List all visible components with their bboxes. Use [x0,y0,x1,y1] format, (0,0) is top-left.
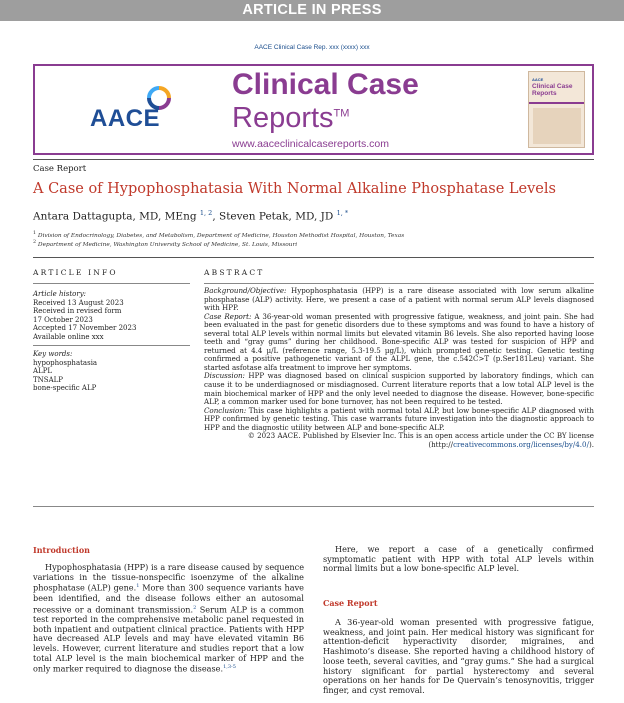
citation-ref[interactable]: 2 [193,604,197,611]
keywords-label: Key words: [33,350,73,358]
abstract-case-report: Case Report: A 36-year-old woman presented with progressive fatigue, weakness, and joint pain. She had been evaluated in the past for genetic disorders due to these symptoms and was found to have a history of several total ALP levels within normal limits but elevated vitamin B6 levels. She also reported having loose teeth and “gray gums” during her childhood. Bone-specific ALP was tested for suspicion of HPP and returned at 4.4 µ/L (reference range, 5.3-19.5 µg/L), which prompted genetic testing. Genetic testing confirmed a positive pathogenetic variant of the ALPL gene, the c.542C>T (p.Ser181Leu) variant. She started asfotase alfa treatment to improve her symptoms. [204,311,594,372]
accepted-date: Accepted 17 November 2023 [33,324,137,333]
article-in-press-banner: ARTICLE IN PRESS [0,0,624,21]
abstract-discussion: Discussion: HPP was diagnosed based on clinical suspicion supported by laboratory findings, which can cause it to be underdiagnosed or misdiagnosed. Current literature reports that a low total ALP level is the main biochemical marker of HPP and the only level needed to diagnose the disease. However, bone-specific ALP, a common marker used for bone turnover, has not been required to be tested. [204,371,594,407]
info-divider [33,283,190,284]
aace-logo-text: AACE [90,105,161,132]
case-report-heading: Case Report [323,598,378,608]
trademark: TM [333,107,350,120]
revised-date: 17 October 2023 [33,315,93,324]
journal-url-link[interactable]: www.aaceclinicalcasereports.com [232,138,389,150]
header-divider [33,159,594,160]
keyword: bone-specific ALP [33,384,97,393]
journal-name-line2: Reports™ [232,102,350,134]
abstract-body [204,287,594,502]
cover-title: Clinical Case Reports [532,83,573,97]
article-info-heading: ARTICLE INFO [33,268,118,277]
keyword: hypophosphatasia [33,358,98,367]
abstract-bottom-divider [33,506,594,507]
author-name[interactable]: Antara Dattagupta, MD, MEng [33,210,197,223]
license-link[interactable]: creativecommons.org/licenses/by/4.0/ [453,439,589,449]
abstract-background: Background/Objective: Hypophosphatasia (HPP) is a rare disease associated with low serum alkaline phosphatase (ALP) activity. Here, we present a case of a patient with normal serum ALP levels diagnosed with HPP. [204,286,595,313]
abstract-conclusion: Conclusion: This case highlights a patient with normal total ALP, but low bone-specific ALP diagnosed with HPP confirmed by genetic testing. This case warrants future investigation into the diagnostic approach to HPP and the diagnostic utility between ALP and bone-specific ALP. [204,405,594,432]
introduction-text: Hypophosphatasia (HPP) is a rare disease caused by sequence variations in the tissue-nonspecific isoenzyme of the alkaline phosphatase (ALP) gene.$^1$ More than 300 sequence variants have been identified, and the disease follows either an autosomal recessive or a dominant transmission.$^2$ Serum ALP is a common test reported in the comprehensive metabolic panel requested in both inpatient and outpatient clinical practice. Patients with HPP have decreased ALP levels and may have elevated vitamin B6 levels. However, current literature and studies report that a low total ALP level is the main biochemical marker of HPP and the only marker required to diagnose the disease.$^{1,3-5}$ [33,562,304,675]
journal-citation[interactable]: AACE Clinical Case Rep. xxx (xxxx) xxx [254,44,370,51]
author-affiliation-ref[interactable]: 1, 2 [199,209,213,217]
introduction-heading: Introduction [33,545,90,555]
keywords-divider [33,345,190,346]
author-name[interactable]: Steven Petak, MD, JD [219,210,334,223]
online-date: Available online xxx [33,332,104,341]
abstract-heading: ABSTRACT [204,268,265,277]
right-column-intro: Here, we report a case of a genetically confirmed symptomatic patient with HPP with total ALP levels within normal limits but a low bone-specific ALP level. [323,544,594,574]
author-list: Antara Dattagupta, MD, MEng $^{1, 2}$, Steven Petak, MD, JD $^{1, *}$ [33,209,349,223]
keywords [33,350,190,393]
article-title: A Case of Hypophosphatasia With Normal Alkaline Phosphatase Levels [33,181,556,197]
keyword: ALPL [33,367,53,376]
cover-publisher: AACE [532,77,544,82]
case-report-text: A 36-year-old woman presented with progressive fatigue, weakness, and joint pain. Her medical history was significant for attention-deficit hyperactivity disorder, migraines, and Hashimoto’s disease. She reported having a childhood history of loose teeth, several cavities, and “gray gums.” She had a surgical history significant for partial hysterectomy and several operations on her hands for De Quervain’s tenosynovitis, trigger finger, and cyst removal. [323,617,594,695]
author-affiliation-ref[interactable]: 1, * [336,209,349,217]
abstract-divider [204,283,594,284]
affiliation: $^2$ Department of Medicine, Washington University School of Medicine, St. Louis, Missouri [33,240,298,248]
copyright-notice: © 2023 AACE. Published by Elsevier Inc. This is an open access article under the CC BY license (http://creativecommons.org/licenses/by/4.0/). [247,431,594,449]
received-date: Received 13 August 2023 [33,298,124,307]
journal-cover-thumbnail[interactable] [528,71,585,148]
revised-label: Received in revised form [33,307,122,316]
citation-ref[interactable]: 1 [136,583,140,590]
keyword: TNSALP [33,375,64,384]
article-history [33,290,190,342]
history-label: Article history: [33,290,87,298]
journal-name-line1: Clinical Case [232,68,419,101]
cover-art [533,108,581,144]
citation-ref[interactable]: 1,3-5 [223,664,236,671]
cover-stripe [529,102,585,104]
article-type: Case Report [33,164,87,174]
affiliation: $^1$ Division of Endocrinology, Diabetes, and Metabolism, Department of Medicine, Houston Methodist Hospital, Houston, Texas [33,231,405,239]
affiliation-divider [33,257,594,258]
aace-logo[interactable] [90,99,178,135]
